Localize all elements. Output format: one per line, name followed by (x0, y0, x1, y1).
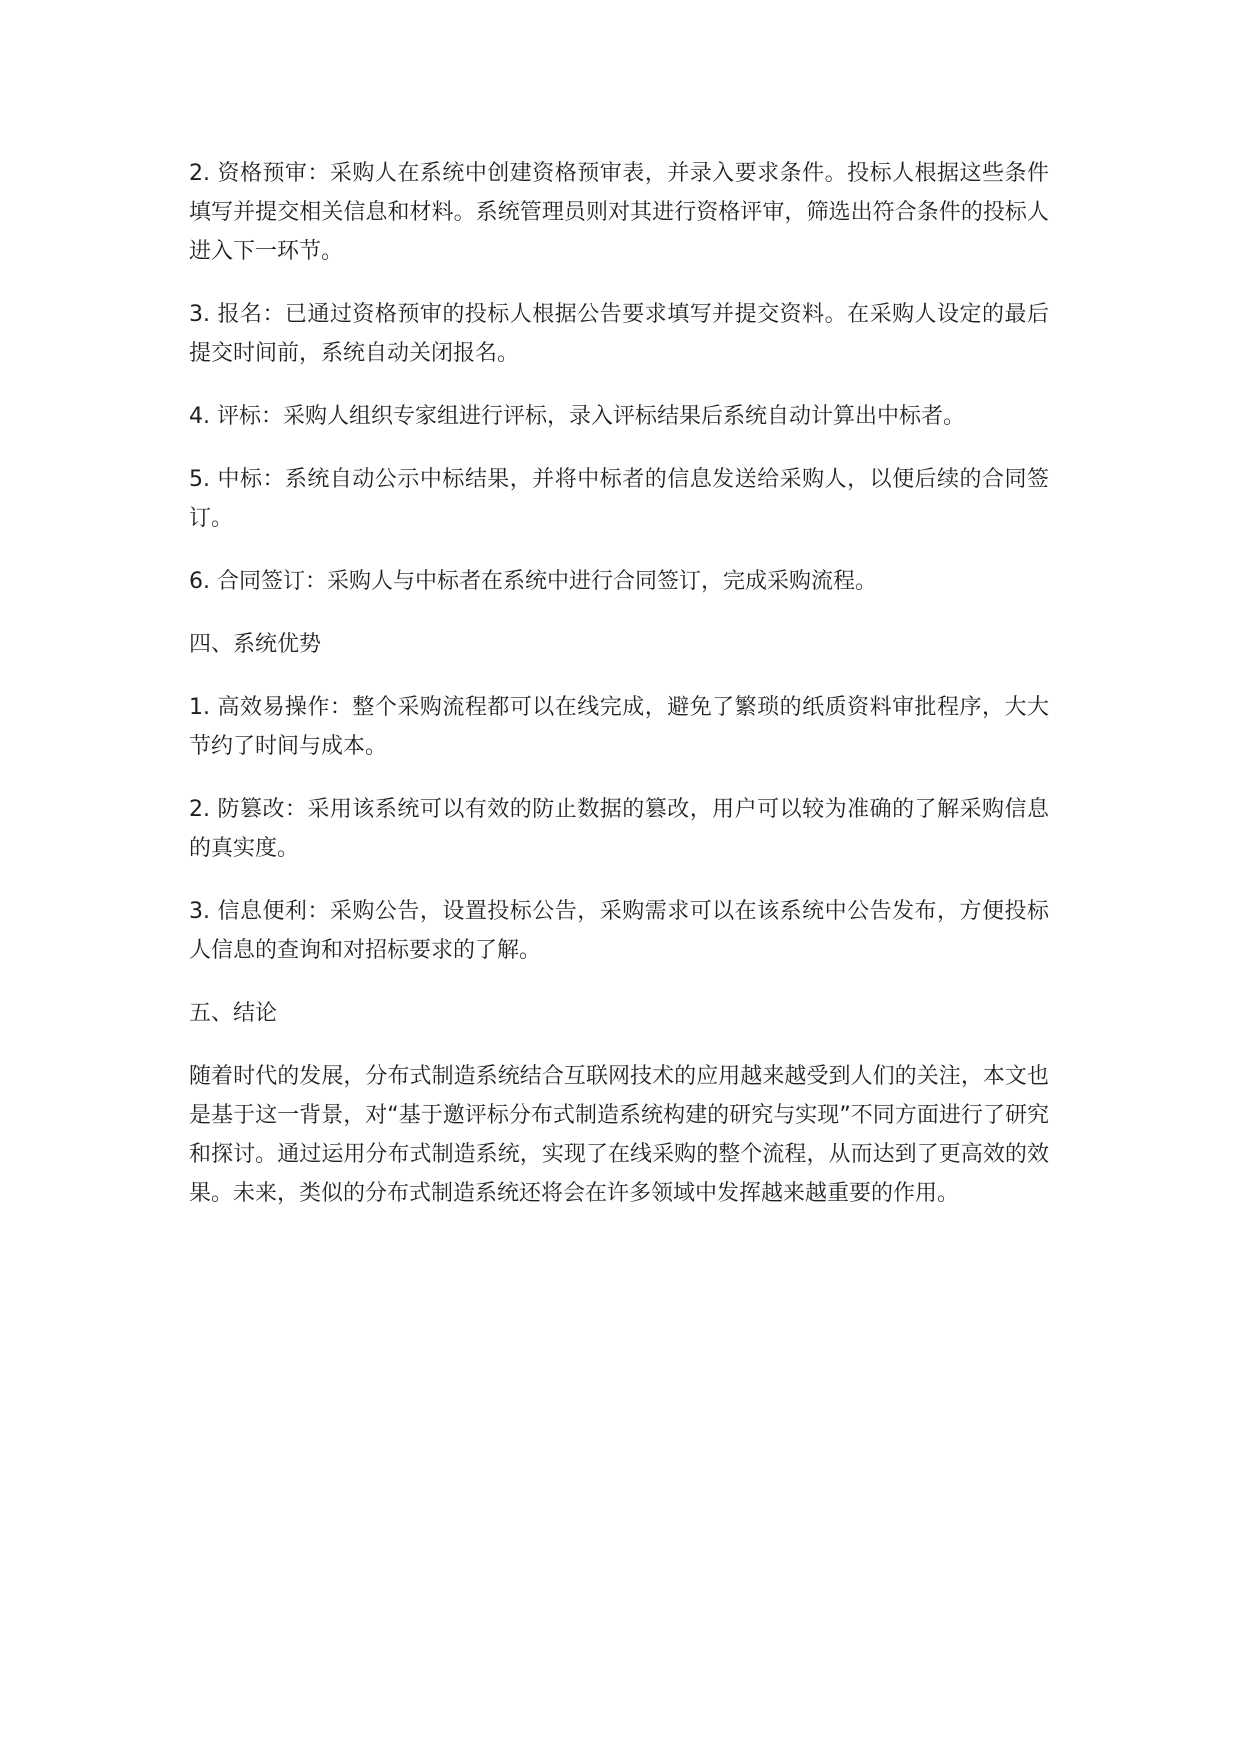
document-body (189, 154, 1049, 1237)
paragraph-tamper-proof: 2. 防篡改：采用该系统可以有效的防止数据的篡改，用户可以较为准确的了解采购信息的真实度。 (189, 797, 1049, 861)
paragraph-contract-signing: 6. 合同签订：采购人与中标者在系统中进行合同签订，完成采购流程。 (189, 569, 877, 594)
paragraph-efficiency: 1. 高效易操作：整个采购流程都可以在线完成，避免了繁琐的纸质资料审批程序，大大节约了时间与成本。 (189, 695, 1049, 759)
paragraph-prequalification: 2. 资格预审：采购人在系统中创建资格预审表，并录入要求条件。投标人根据这些条件填写并提交相关信息和材料。系统管理员则对其进行资格评审，筛选出符合条件的投标人进入下一环节。 (189, 161, 1049, 264)
section-heading-advantages: 四、系统优势 (189, 632, 322, 657)
paragraph-registration: 3. 报名：已通过资格预审的投标人根据公告要求填写并提交资料。在采购人设定的最后提交时间前，系统自动关闭报名。 (189, 302, 1049, 366)
paragraph-information-convenience: 3. 信息便利：采购公告，设置投标公告，采购需求可以在该系统中公告发布，方便投标人信息的查询和对招标要求的了解。 (189, 899, 1049, 963)
paragraph-conclusion: 随着时代的发展，分布式制造系统结合互联网技术的应用越来越受到人们的关注，本文也是基于这一背景，对“基于邀评标分布式制造系统构建的研究与实现”不同方面进行了研究和探讨。通过运用分布式制造系统，实现了在线采购的整个流程，从而达到了更高效的效果。未来，类似的分布式制造系统还将会在许多领域中发挥越来越重要的作用。 (189, 1064, 1049, 1206)
paragraph-bid-evaluation: 4. 评标：采购人组织专家组进行评标，录入评标结果后系统自动计算出中标者。 (189, 404, 965, 429)
section-heading-conclusion: 五、结论 (189, 1001, 278, 1026)
paragraph-bid-award: 5. 中标：系统自动公示中标结果，并将中标者的信息发送给采购人，以便后续的合同签订。 (189, 467, 1049, 531)
